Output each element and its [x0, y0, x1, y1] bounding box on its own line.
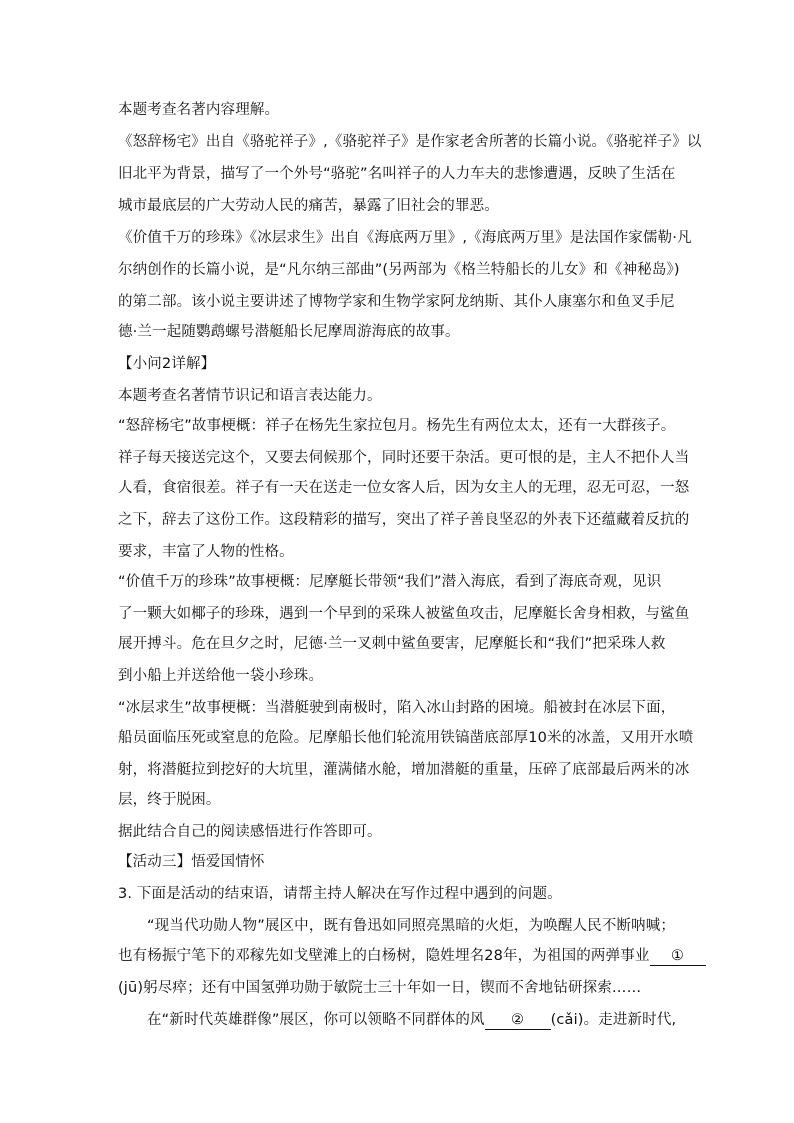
text-line: 祥子每天接送完这个，又要去伺候那个，同时还要干杂活。更可恨的是，主人不把仆人当	[118, 450, 690, 466]
text-line: 船员面临压死或窒息的危险。尼摩船长他们轮流用铁镐凿底部厚10米的冰盖，又用开水喷	[118, 730, 694, 746]
text-line: 层，终于脱困。	[118, 792, 221, 808]
text-line: 之下，辞去了这份工作。这段精彩的描写，突出了祥子善良坚忍的外表下还蕴藏着反抗的	[118, 512, 690, 528]
text-line: “现当代功勋人物”展区中，既有鲁迅如同照亮黑暗的火炬，为唤醒人民不断呐喊；	[147, 918, 676, 934]
text-line: 射，将潜艇拉到挖好的大坑里，灌满储水舱，增加潜艇的重量，压碎了底部最后两米的冰	[118, 762, 690, 778]
question-line: 3. 下面是活动的结束语，请帮主持人解决在写作过程中遇到的问题。	[118, 886, 562, 902]
text-line: 尔纳创作的长篇小说，是“凡尔纳三部曲”(另两部为《格兰特船长的儿女》和《神秘岛》)	[118, 262, 680, 278]
text-line: 要求，丰富了人物的性格。	[118, 544, 294, 560]
text-line: 本题考查名著情节识记和语言表达能力。	[118, 388, 382, 404]
text-line: 《价值千万的珍珠》《冰层求生》出自《海底两万里》,《海底两万里》是法国作家儒勒·凡	[118, 230, 692, 246]
text-line: 据此结合自己的阅读感悟进行作答即可。	[118, 824, 382, 840]
text-segment: 在“新时代英雄群像”展区，你可以领略不同群体的风	[147, 1012, 485, 1028]
text-line: 《怒辞杨宅》出自《骆驼祥子》,《骆驼祥子》是作家老舍所著的长篇小说。《骆驼祥子》以	[118, 134, 702, 150]
fill-blank-1: ①	[650, 947, 706, 966]
text-line: 展开搏斗。危在旦夕之时，尼德·兰一叉刺中鲨鱼要害，尼摩艇长和“我们”把采珠人救	[118, 636, 666, 652]
section-heading: 【活动三】悟爱国情怀	[118, 854, 265, 870]
text-line: 的第二部。该小说主要讲述了博物学家和生物学家阿龙纳斯、其仆人康塞尔和鱼叉手尼	[118, 294, 675, 310]
text-line: (jū)躬尽瘁；还有中国氢弹功勋于敏院士三十年如一日，锲而不舍地钻研探索……	[118, 980, 642, 996]
text-line: 了一颗大如椰子的珍珠，遇到一个早到的采珠人被鲨鱼攻击，尼摩艇长舍身相救，与鲨鱼	[118, 606, 690, 622]
text-segment: 也有杨振宁笔下的邓稼先如戈壁滩上的白杨树，隐姓埋名28年，为祖国的两弹事业	[118, 948, 650, 964]
text-line-with-blank	[118, 946, 706, 966]
text-line: 本题考查名著内容理解。	[118, 102, 280, 118]
text-line: 到小船上并送给他一袋小珍珠。	[118, 668, 324, 684]
text-segment: (cǎi)。走进新时代,	[550, 1012, 677, 1028]
text-line: 德·兰一起随鹦鹉螺号潜艇船长尼摩周游海底的故事。	[118, 324, 460, 340]
text-line: 旧北平为背景，描写了一个外号“骆驼”名叫祥子的人力车夫的悲惨遭遇，反映了生活在	[118, 166, 676, 182]
text-line: “冰层求生”故事梗概：当潜艇驶到南极时，陷入冰山封路的困境。船被封在冰层下面，	[118, 700, 676, 716]
text-line: 城市最底层的广大劳动人民的痛苦，暴露了旧社会的罪恶。	[118, 198, 499, 214]
section-heading: 【小问2详解】	[118, 356, 216, 372]
text-line: “怒辞杨宅”故事梗概：祥子在杨先生家拉包月。杨先生有两位太太，还有一大群孩子。	[118, 418, 676, 434]
text-line-with-blank	[147, 1010, 676, 1030]
text-line: 人看，食宿很差。祥子有一天在送走一位女客人后，因为女主人的无理，忍无可忍，一怒	[118, 480, 690, 496]
fill-blank-2: ②	[485, 1011, 551, 1030]
text-line: “价值千万的珍珠”故事梗概：尼摩艇长带领“我们”潜入海底，看到了海底奇观，见识	[118, 574, 662, 590]
